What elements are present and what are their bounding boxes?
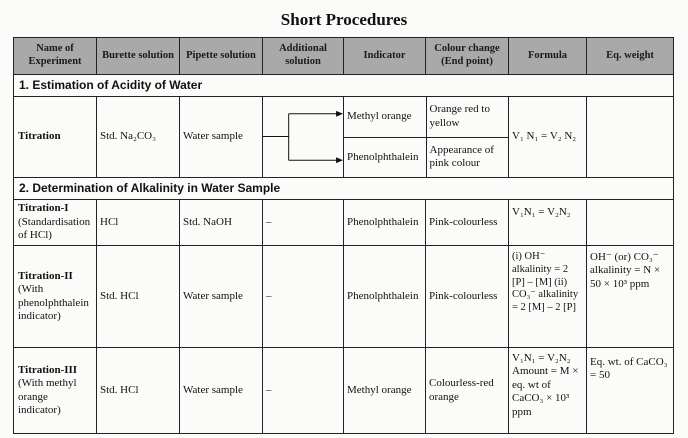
cell-indicator: Phenolphthalein <box>344 246 426 348</box>
header-formula: Formula <box>509 38 587 75</box>
section2-heading: 2. Determination of Alkalinity in Water Sample <box>14 178 674 200</box>
cell-additional-arrows <box>263 97 344 178</box>
cell-eq <box>587 97 674 178</box>
table-row <box>344 137 509 177</box>
cell-pipette: Water sample <box>180 246 263 348</box>
section-heading-row <box>14 178 674 200</box>
cell-additional: – <box>263 246 344 348</box>
cell-pipette: Water sample <box>180 97 263 178</box>
section1-heading: 1. Estimation of Acidity of Water <box>14 75 674 97</box>
cell-formula: V₁ N₁ = V₂ N₂ <box>509 97 587 178</box>
cell-pipette: Std. NaOH <box>180 200 263 246</box>
cell-experiment: Titration <box>14 97 97 178</box>
header-colour: Colour change (End point) <box>426 38 509 75</box>
cell-pipette: Water sample <box>180 348 263 434</box>
cell-experiment <box>14 200 97 246</box>
experiment-name: Titration-I <box>18 202 69 215</box>
cell-colour: Orange red to yellow <box>426 97 509 137</box>
header-burette: Burette solution <box>97 38 180 75</box>
cell-experiment <box>14 348 97 434</box>
cell-formula: V₁N₁ = V₂N₂ Amount = M × eq. wt of CaCO₃ × 10³ ppm <box>509 348 587 434</box>
cell-indicator: Methyl orange <box>344 348 426 434</box>
cell-indicator: Phenolphthalein <box>344 200 426 246</box>
cell-eq: Eq. wt. of CaCO₃ = 50 <box>587 348 674 434</box>
cell-indicator: Phenolphthalein <box>344 137 426 177</box>
nested-indicator-table <box>344 97 509 177</box>
header-eq: Eq. weight <box>587 38 674 75</box>
table-row <box>14 246 674 348</box>
cell-eq: OH⁻ (or) CO₃⁻ alkalinity = N × 50 × 10³ ppm <box>587 246 674 348</box>
experiment-sub: (With phenolphthalein indicator) <box>18 283 89 322</box>
experiment-name: Titration-II <box>18 269 73 282</box>
cell-formula: V₁N₁ = V₂N₂ <box>509 200 587 246</box>
experiment-name: Titration-III <box>18 363 78 376</box>
header-row <box>14 38 674 75</box>
page-title: Short Procedures <box>280 10 408 29</box>
cell-burette: Std. HCl <box>97 246 180 348</box>
cell-formula: (i) OH⁻ alkalinity = 2 [P] – [M] (ii) CO₃⁻ alkalinity = 2 [M] – 2 [P] <box>509 246 587 348</box>
cell-indicator-colour <box>344 97 509 178</box>
experiment-sub: (Standardisation of HCl) <box>18 215 91 242</box>
cell-indicator: Methyl orange <box>344 97 426 137</box>
cell-experiment <box>14 246 97 348</box>
table-row <box>344 97 509 137</box>
cell-colour: Pink-colourless <box>426 246 509 348</box>
cell-colour: Colourless-red orange <box>426 348 509 434</box>
cell-additional: – <box>263 200 344 246</box>
table-row <box>14 200 674 246</box>
cell-burette: Std. Na₂CO₃ <box>97 97 180 178</box>
cell-additional: – <box>263 348 344 434</box>
experiment-sub: (With methyl orange indicator) <box>18 377 77 416</box>
cell-burette: HCl <box>97 200 180 246</box>
section-heading-row <box>14 75 674 97</box>
header-pipette: Pipette solution <box>180 38 263 75</box>
header-additional: Additional solution <box>263 38 344 75</box>
cell-colour: Appearance of pink colour <box>429 143 494 170</box>
cell-burette: Std. HCl <box>97 348 180 434</box>
cell-eq <box>587 200 674 246</box>
cell-colour: Pink-colourless <box>426 200 509 246</box>
table-row <box>14 97 674 178</box>
header-name: Name of Experiment <box>14 38 97 75</box>
procedures-table <box>13 37 674 434</box>
header-indicator: Indicator <box>344 38 426 75</box>
table-row <box>14 348 674 434</box>
branch-arrow-icon <box>263 97 343 177</box>
